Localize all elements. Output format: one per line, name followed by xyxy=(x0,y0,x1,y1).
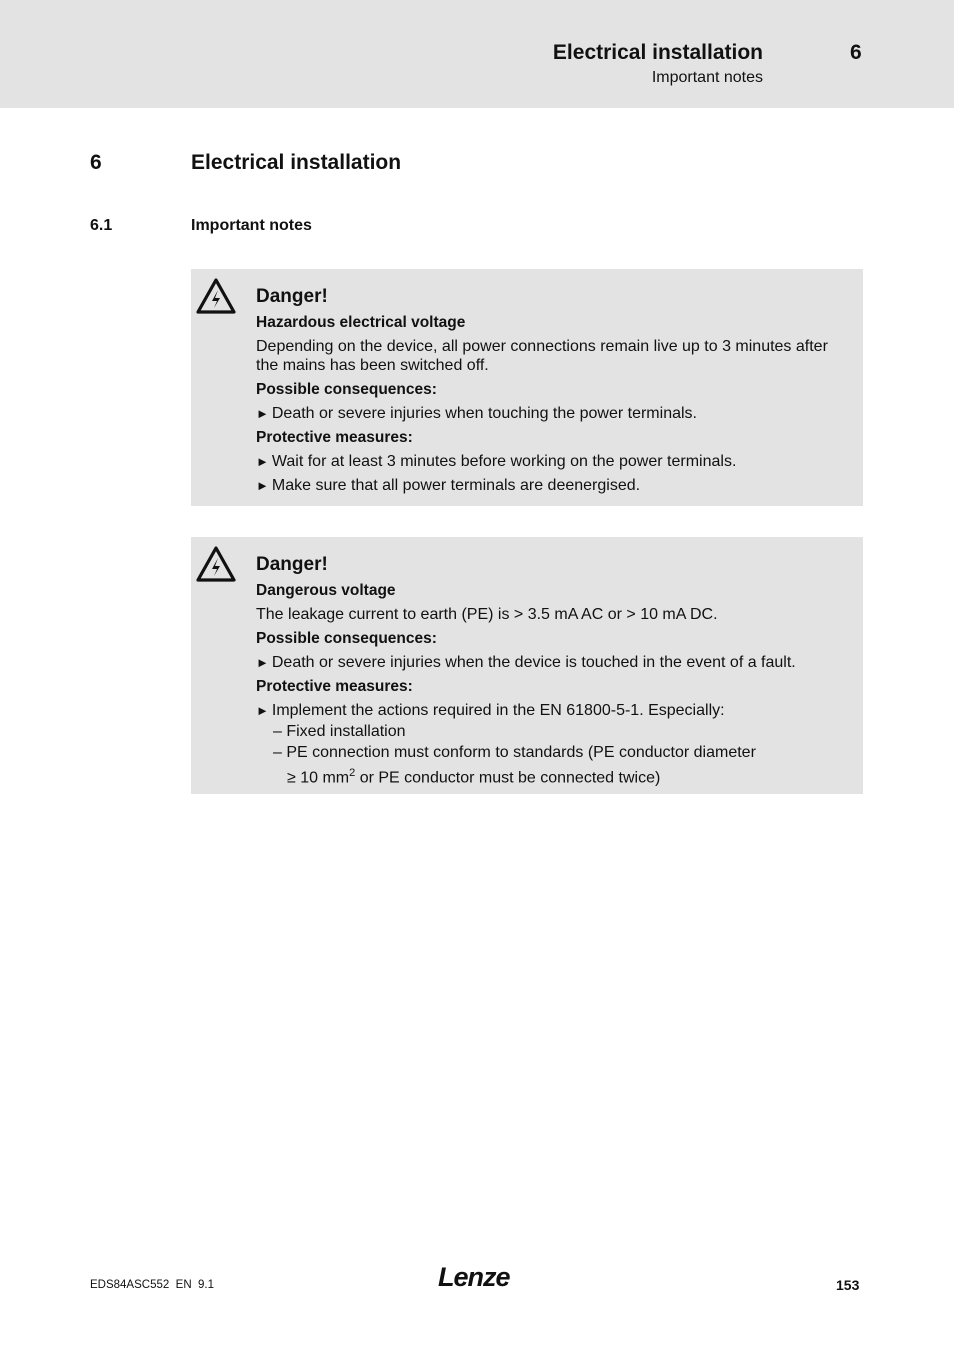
notice-body xyxy=(256,553,851,788)
subsection-title: Important notes xyxy=(191,217,312,234)
consequences-label: Possible consequences: xyxy=(256,381,437,398)
sub-measure-item: – Fixed installation xyxy=(273,723,406,740)
section-number: 6 xyxy=(90,151,102,174)
header-band xyxy=(0,0,954,108)
subsection-number: 6.1 xyxy=(90,217,113,234)
hazard-description: Depending on the device, all power connections remain live up to 3 minutes after the mains has been switched off. xyxy=(256,338,828,374)
hazard-subtitle: Hazardous electrical voltage xyxy=(256,314,466,331)
measure-item: ► Make sure that all power terminals are deenergised. xyxy=(256,477,641,494)
danger-title: Danger! xyxy=(256,286,328,307)
measure-item: ► Implement the actions required in the EN 61800-5-1. Especially: xyxy=(256,702,725,719)
consequence-item: ► Death or severe injuries when touching the power terminals. xyxy=(256,405,697,422)
header-subtitle: Important notes xyxy=(651,69,763,86)
sub-measure-item: – PE connection must conform to standards (PE conductor diameter xyxy=(273,744,756,761)
danger-title: Danger! xyxy=(256,554,328,575)
danger-notice-2 xyxy=(191,537,863,794)
measures-label: Protective measures: xyxy=(256,678,413,695)
section-title: Electrical installation xyxy=(191,151,402,174)
measure-item: ► Wait for at least 3 minutes before working on the power terminals. xyxy=(256,453,737,470)
footer-document-id: EDS84ASC552 EN 9.1 xyxy=(90,1279,215,1291)
danger-notice-1 xyxy=(191,269,863,506)
consequence-item: ► Death or severe injuries when the device is touched in the event of a fault. xyxy=(256,654,796,671)
header-chapter-number: 6 xyxy=(850,41,862,64)
electrical-hazard-warning-icon xyxy=(195,545,237,583)
consequences-label: Possible consequences: xyxy=(256,630,437,647)
page-number: 153 xyxy=(836,1277,860,1293)
header-title: Electrical installation xyxy=(552,41,763,64)
hazard-description: The leakage current to earth (PE) is > 3.5 mA AC or > 10 mA DC. xyxy=(256,606,718,623)
hazard-subtitle: Dangerous voltage xyxy=(256,582,396,599)
sub-measure-continuation: ≥ 10 $mm^2$ or PE conductor must be connected twice) xyxy=(287,767,661,787)
notice-body xyxy=(256,285,851,500)
electrical-hazard-warning-icon xyxy=(195,277,237,315)
lenze-logo: Lenze xyxy=(438,1262,510,1292)
measures-label: Protective measures: xyxy=(256,429,413,446)
